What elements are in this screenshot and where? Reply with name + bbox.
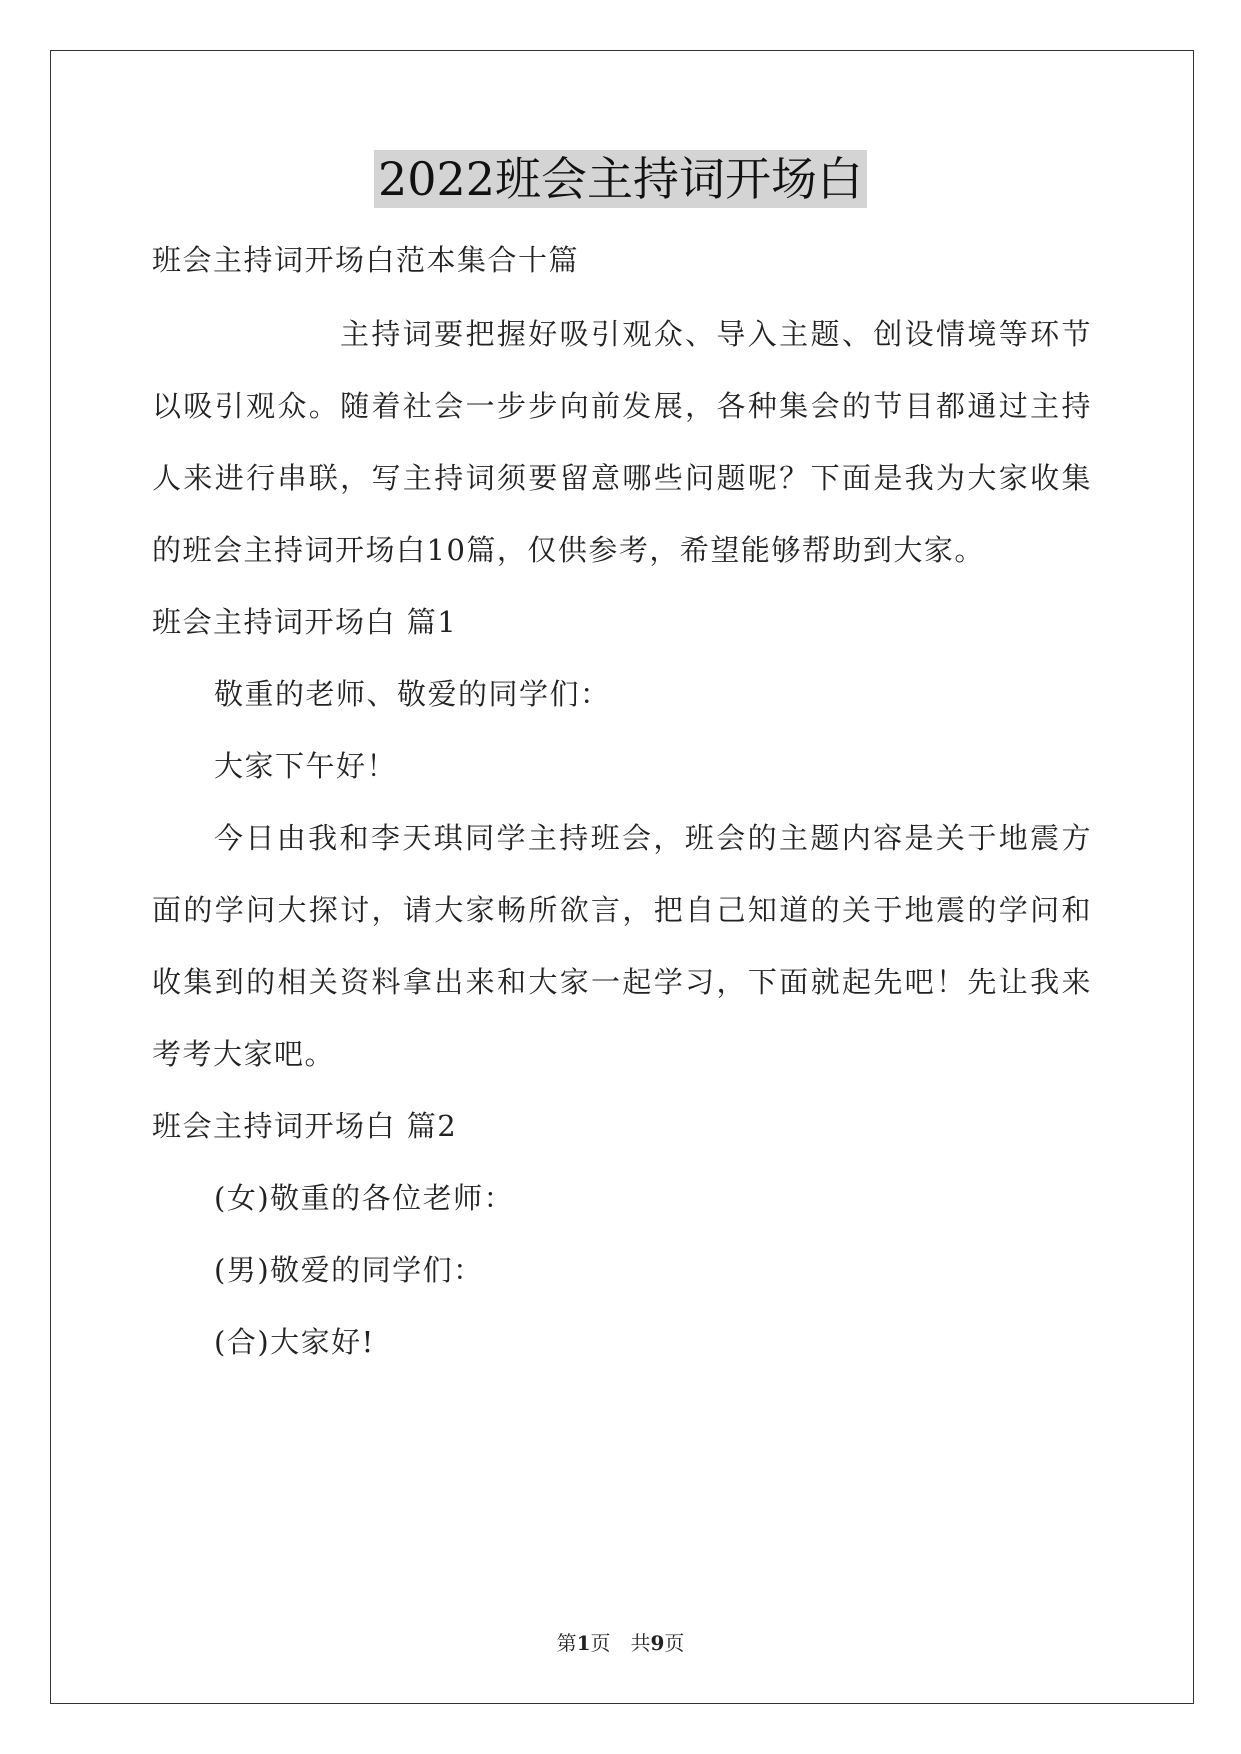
document-subtitle: 班会主持词开场白范本集合十篇 — [152, 243, 580, 277]
section1-body-line-4: 考考大家吧。 — [152, 1037, 336, 1071]
section1-body-line-3: 收集到的相关资料拿出来和大家一起学习，下面就起先吧！先让我来 — [152, 965, 1092, 999]
intro-line-1: 主持词要把握好吸引观众、导入主题、创设情境等环节 — [340, 317, 1092, 351]
section2-heading: 班会主持词开场白 篇2 — [152, 1109, 458, 1143]
document-title: 2022班会主持词开场白 — [374, 150, 867, 208]
section1-heading: 班会主持词开场白 篇1 — [152, 605, 458, 639]
section1-greeting: 敬重的老师、敬爱的同学们： — [214, 677, 611, 711]
footer-middle: 页 共 — [590, 1631, 651, 1655]
intro-line-3: 人来进行串联，写主持词须要留意哪些问题呢？下面是我为大家收集 — [152, 461, 1092, 495]
page-footer — [0, 1630, 1241, 1656]
section1-body-line-2: 面的学问大探讨，请大家畅所欲言，把自己知道的关于地震的学问和 — [152, 893, 1092, 927]
footer-page-number: 1 — [576, 1631, 591, 1655]
section1-body-line-1: 今日由我和李天琪同学主持班会，班会的主题内容是关于地震方 — [214, 821, 1092, 855]
intro-line-2: 以吸引观众。随着社会一步步向前发展，各种集会的节目都通过主持 — [152, 389, 1092, 423]
footer-total-pages: 9 — [650, 1631, 665, 1655]
section2-line-3: (合)大家好! — [214, 1325, 375, 1359]
title-container — [0, 150, 1241, 208]
intro-line-4: 的班会主持词开场白10篇，仅供参考，希望能够帮助到大家。 — [152, 533, 985, 567]
section2-line-1: (女)敬重的各位老师： — [214, 1181, 515, 1215]
footer-prefix: 第 — [556, 1631, 577, 1655]
footer-suffix: 页 — [664, 1631, 685, 1655]
section2-line-2: (男)敬爱的同学们： — [214, 1253, 484, 1287]
page-border — [50, 50, 1194, 1704]
section1-hello: 大家下午好！ — [214, 749, 398, 783]
